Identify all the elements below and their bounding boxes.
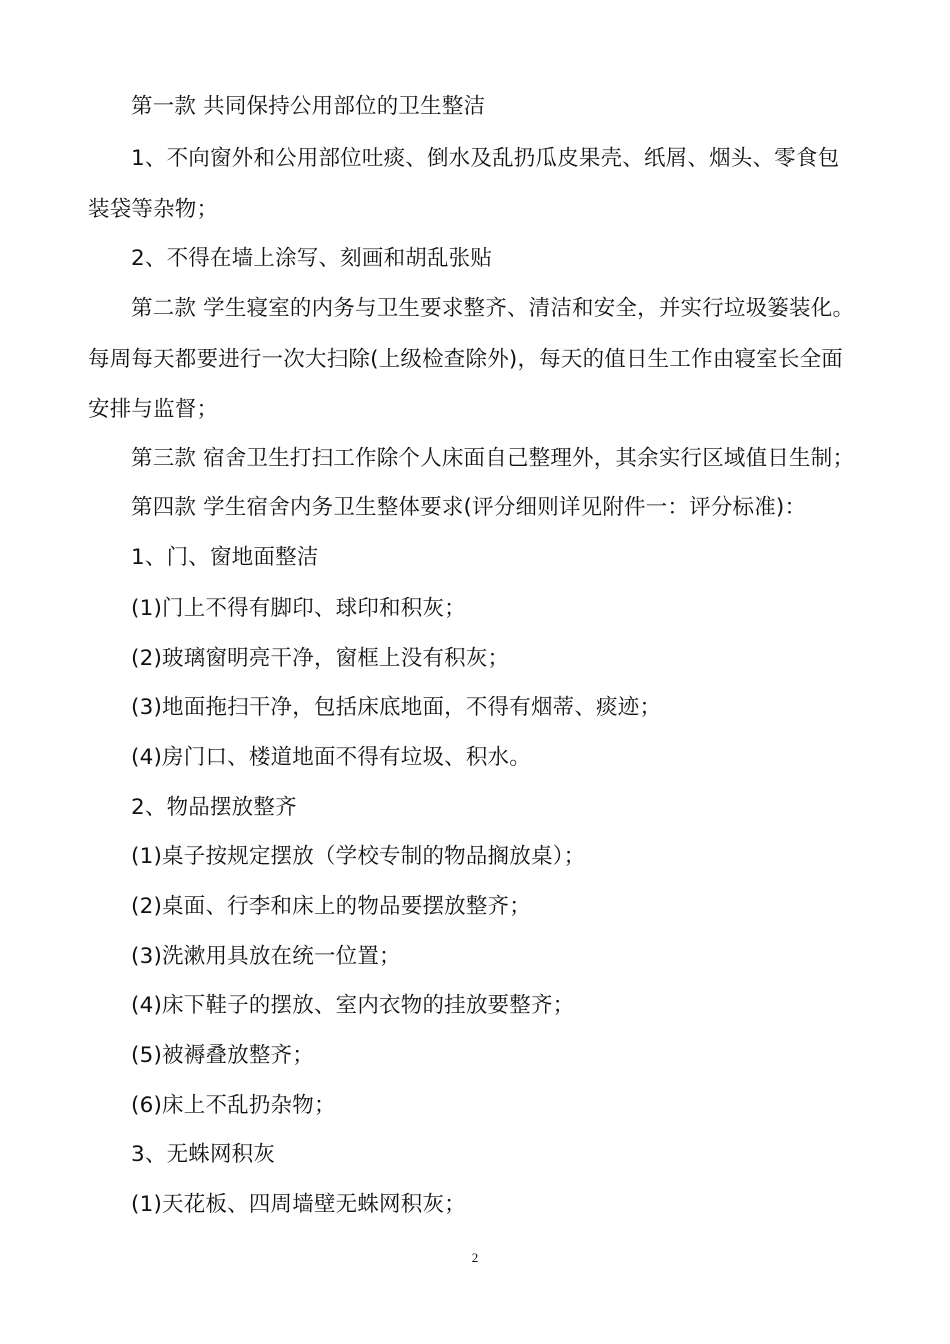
article-2-heading: 第二款 学生寝室的内务与卫生要求整齐、清洁和安全，并实行垃圾篓装化。: [131, 296, 855, 321]
article-4-heading: 第四款 学生宿舍内务卫生整体要求(评分细则详见附件一：评分标准)：: [131, 495, 807, 520]
page-number: 2: [471, 1250, 479, 1265]
paragraph-line: 每周每天都要进行一次大扫除(上级检查除外)，每天的值日生工作由寝室长全面: [88, 347, 843, 372]
section-heading: 3、无蛛网积灰: [131, 1142, 276, 1167]
section-heading: 1、门、窗地面整洁: [131, 545, 319, 570]
list-item: (2)玻璃窗明亮干净，窗框上没有积灰；: [131, 646, 510, 671]
list-item: (6)床上不乱扔杂物；: [131, 1093, 336, 1118]
list-item: (4)床下鞋子的摆放、室内衣物的挂放要整齐；: [131, 993, 575, 1018]
list-item: (1)门上不得有脚印、球印和积灰；: [131, 596, 466, 621]
list-item: (4)房门口、楼道地面不得有垃圾、积水。: [131, 745, 531, 770]
list-item: (3)洗漱用具放在统一位置；: [131, 944, 401, 969]
list-item: (1)天花板、四周墙壁无蛛网积灰；: [131, 1192, 466, 1217]
paragraph-line: 1、不向窗外和公用部位吐痰、倒水及乱扔瓜皮果壳、纸屑、烟头、零食包: [131, 146, 840, 171]
paragraph-line: 安排与监督；: [88, 397, 219, 422]
list-item: (5)被褥叠放整齐；: [131, 1043, 314, 1068]
article-1-heading: 第一款 共同保持公用部位的卫生整洁: [131, 94, 486, 119]
list-item: (2)桌面、行李和床上的物品要摆放整齐；: [131, 894, 531, 919]
paragraph-line: 装袋等杂物；: [88, 197, 219, 222]
section-heading: 2、物品摆放整齐: [131, 795, 297, 820]
article-3-heading: 第三款 宿舍卫生打扫工作除个人床面自己整理外，其余实行区域值日生制；: [131, 446, 855, 471]
list-item: (1)桌子按规定摆放（学校专制的物品搁放桌）；: [131, 844, 586, 869]
paragraph-line: 2、不得在墙上涂写、刻画和胡乱张贴: [131, 246, 493, 271]
list-item: (3)地面拖扫干净，包括床底地面，不得有烟蒂、痰迹；: [131, 695, 662, 720]
